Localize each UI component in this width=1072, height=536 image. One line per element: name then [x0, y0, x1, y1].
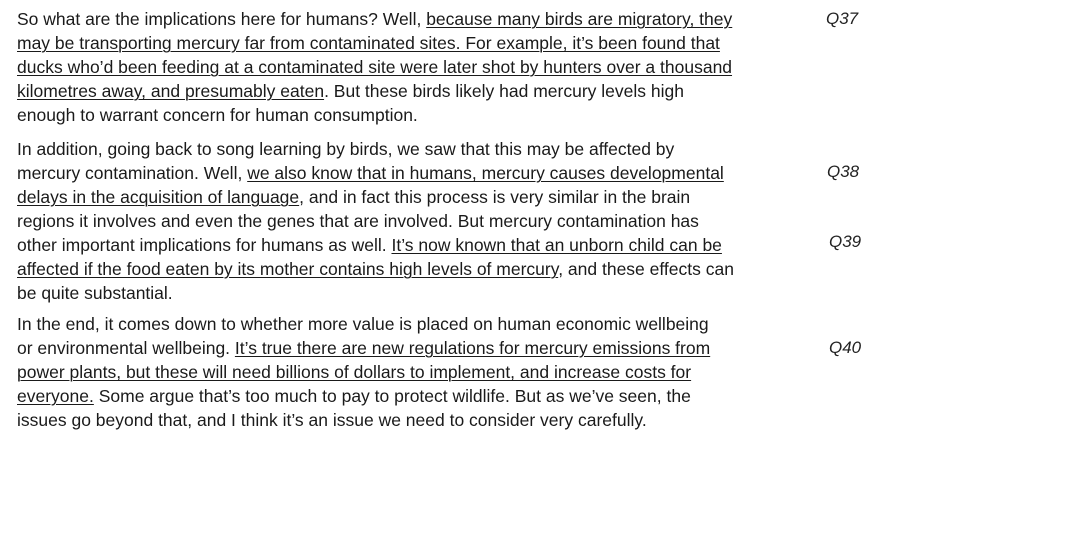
- underlined-answer-text: may be transporting mercury far from contaminated sites. For example, it’s been found that: [17, 33, 720, 53]
- text-line: [17, 282, 173, 304]
- text-line: [17, 8, 732, 30]
- underlined-answer-text: It’s true there are new regulations for mercury emissions from: [234, 338, 711, 358]
- text-line: [17, 104, 418, 126]
- underlined-answer-text: because many birds are migratory, they: [426, 9, 733, 29]
- text-line: [17, 80, 684, 102]
- underlined-answer-text: we also know that in humans, mercury causes developmental: [247, 163, 724, 183]
- question-marker-q39: Q39: [829, 232, 862, 251]
- body-text: be quite substantial.: [17, 283, 173, 303]
- text-line: [17, 162, 724, 184]
- body-text: So what are the implications here for humans? Well,: [17, 9, 427, 29]
- underlined-answer-text: ducks who’d been feeding at a contaminated site were later shot by hunters over a thousand: [17, 57, 733, 77]
- question-marker-q37: Q37: [826, 9, 859, 28]
- body-text: , and these effects can: [558, 259, 734, 279]
- question-marker-q38: Q38: [827, 162, 860, 181]
- text-line: [17, 409, 647, 431]
- text-line: [17, 138, 674, 160]
- text-line: [17, 56, 732, 78]
- body-text: Some argue that’s too much to pay to protect wildlife. But as we’ve seen, the: [93, 386, 691, 406]
- underlined-answer-text: affected if the food eaten by its mother contains high levels of mercury: [17, 259, 559, 279]
- text-line: [17, 210, 699, 232]
- body-text: , and in fact this process is very similar in the brain: [299, 187, 691, 207]
- body-text: enough to warrant concern for human consumption.: [17, 105, 418, 125]
- text-line: [17, 258, 734, 280]
- text-line: [17, 32, 720, 54]
- text-line: [17, 234, 722, 256]
- body-text: mercury contamination. Well,: [17, 163, 248, 183]
- question-marker-q40: Q40: [829, 338, 862, 357]
- text-line: [17, 361, 691, 383]
- body-text: In addition, going back to song learning by birds, we saw that this may be affected by: [17, 139, 675, 159]
- body-text: or environmental wellbeing.: [17, 338, 235, 358]
- underlined-answer-text: delays in the acquisition of language: [17, 187, 300, 207]
- text-line: [17, 337, 710, 359]
- underlined-answer-text: everyone.: [17, 386, 94, 406]
- underlined-answer-text: kilometres away, and presumably eaten: [17, 81, 325, 101]
- text-line: [17, 385, 691, 407]
- body-text: regions it involves and even the genes that are involved. But mercury contamination has: [17, 211, 699, 231]
- body-text: In the end, it comes down to whether more value is placed on human economic wellbeing: [17, 314, 709, 334]
- text-line: [17, 313, 709, 335]
- underlined-answer-text: power plants, but these will need billions of dollars to implement, and increase costs for: [17, 362, 692, 382]
- body-text: other important implications for humans as well.: [17, 235, 392, 255]
- underlined-answer-text: It’s now known that an unborn child can be: [391, 235, 722, 255]
- text-line: [17, 186, 690, 208]
- body-text: . But these birds likely had mercury levels high: [324, 81, 684, 101]
- body-text: issues go beyond that, and I think it’s an issue we need to consider very carefully.: [17, 410, 647, 430]
